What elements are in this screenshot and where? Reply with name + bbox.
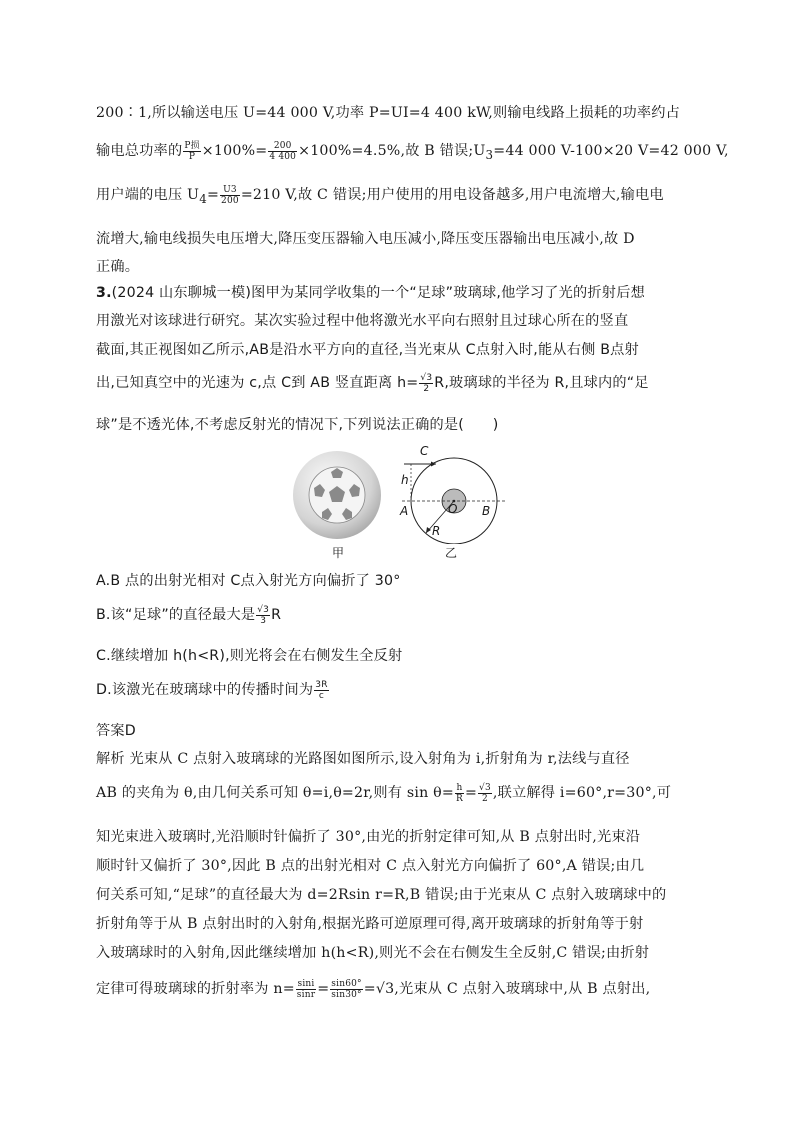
label-R: R	[432, 524, 441, 538]
option-B: B.该“足球”的直径最大是 $\frac{√3}{3}$ R	[96, 604, 282, 626]
analysis-line-8: 定律可得玻璃球的折射率为 n= $\frac{\sin i}{\sin r}$ = $\frac{\sin 60^\circ}{\sin 30^\circ}$ =√3,光束从 C 点射入玻璃球中,从 B 点射出,	[96, 978, 651, 1000]
question-line-5: 球”是不透光体,不考虑反射光的情况下,下列说法正确的是( )	[96, 417, 499, 433]
analysis-line-3: 知光束进入玻璃时,光沿顺时针偏折了 30°,由光的折射定律可知,从 B 点射出时,光束沿	[96, 829, 641, 845]
explanation-line-1: 200∶1,所以输送电压 U=44 000 V,功率 P=UI=4 400 kW,则输电线路上损耗的功率约占	[96, 105, 681, 121]
explanation-line-5: 正确。	[96, 259, 140, 275]
figure-yi-diagram	[396, 444, 506, 544]
option-D: D.该激光在玻璃球中的传播时间为 $\frac{3R}{c}$	[96, 679, 328, 701]
analysis-line-7: 入玻璃球时的入射角,因此继续增加 h(h<R),则光不会在右侧发生全反射,C 错误;由折射	[96, 945, 650, 961]
option-A: A.B 点的出射光相对 C点入射光方向偏折了 30°	[96, 573, 401, 589]
analysis-label: 解析	[96, 751, 125, 767]
label-B: B	[482, 504, 491, 518]
label-C: C	[420, 444, 429, 458]
question-line-4: 出,已知真空中的光速为 c,点 C到 AB 竖直距离 h= $\frac{√3}{2}$ R,玻璃球的半径为 R,且球内的“足	[96, 372, 649, 394]
figure-jia-soccer-ball	[292, 450, 382, 540]
analysis-line-1: 解析 光束从 C 点射入玻璃球的光路图如图所示,设入射角为 i,折射角为 r,法线与直径	[96, 751, 630, 767]
question-number: 3.	[96, 285, 112, 301]
answer-line	[96, 720, 136, 740]
label-O: O	[448, 502, 458, 516]
analysis-line-5: 何关系可知,“足球”的直径最大为 d=2Rsin r=R,B 错误;由于光束从 C 点射入玻璃球中的	[96, 887, 667, 903]
label-h: h	[401, 473, 409, 487]
analysis-line-2: AB 的夹角为 θ,由几何关系可知 θ=i,θ=2r,则有 sin θ= $\frac{h}{R}$ = $\frac{√3}{2}$ ,联立解得 i=60°,r=30°,可	[96, 782, 672, 804]
question-line-3: 截面,其正视图如乙所示,AB是沿水平方向的直径,当光束从 C点射入时,能从右侧 B点射	[96, 342, 639, 358]
option-C: C.继续增加 h(h<R),则光将会在右侧发生全反射	[96, 648, 403, 664]
answer-label: 答案	[96, 723, 125, 739]
question-line-2: 用激光对该球进行研究。某次实验过程中他将激光水平向右照射且过球心所在的竖直	[96, 313, 629, 329]
analysis-line-4: 顺时针又偏折了 30°,因此 B 点的出射光相对 C 点入射光方向偏折了 60°,A 错误;由几	[96, 858, 645, 874]
answer-value: D	[124, 723, 136, 739]
figure-yi-caption: 乙	[445, 546, 458, 560]
question-line-1: 3.(2024 山东聊城一模)图甲为某同学收集的一个“足球”玻璃球,他学习了光的折射后想	[96, 285, 645, 301]
analysis-line-6: 折射角等于从 B 点射出时的入射角,根据光路可逆原理可得,离开玻璃球的折射角等于射	[96, 916, 644, 932]
figure-jia-caption: 甲	[332, 546, 345, 560]
explanation-line-2: 输电总功率的 $\frac{\text{P损}}{P}$ ×100%= $\frac{200}{4 400}$ ×100%=4.5%,故 B 错误$;U_3=44$ 000 V-100×20 V=42 000 V,	[96, 140, 729, 162]
label-A: A	[400, 504, 409, 518]
explanation-line-3: 用户端的电压 $U_4=$ $\frac{U3}{200}$ =210 V,故 C 错误;用户使用的用电设备越多,用户电流增大,输电电	[96, 184, 664, 206]
explanation-line-4: 流增大,输电线损失电压增大,降压变压器输入电压减小,降压变压器输出电压减小,故 D	[96, 231, 635, 247]
